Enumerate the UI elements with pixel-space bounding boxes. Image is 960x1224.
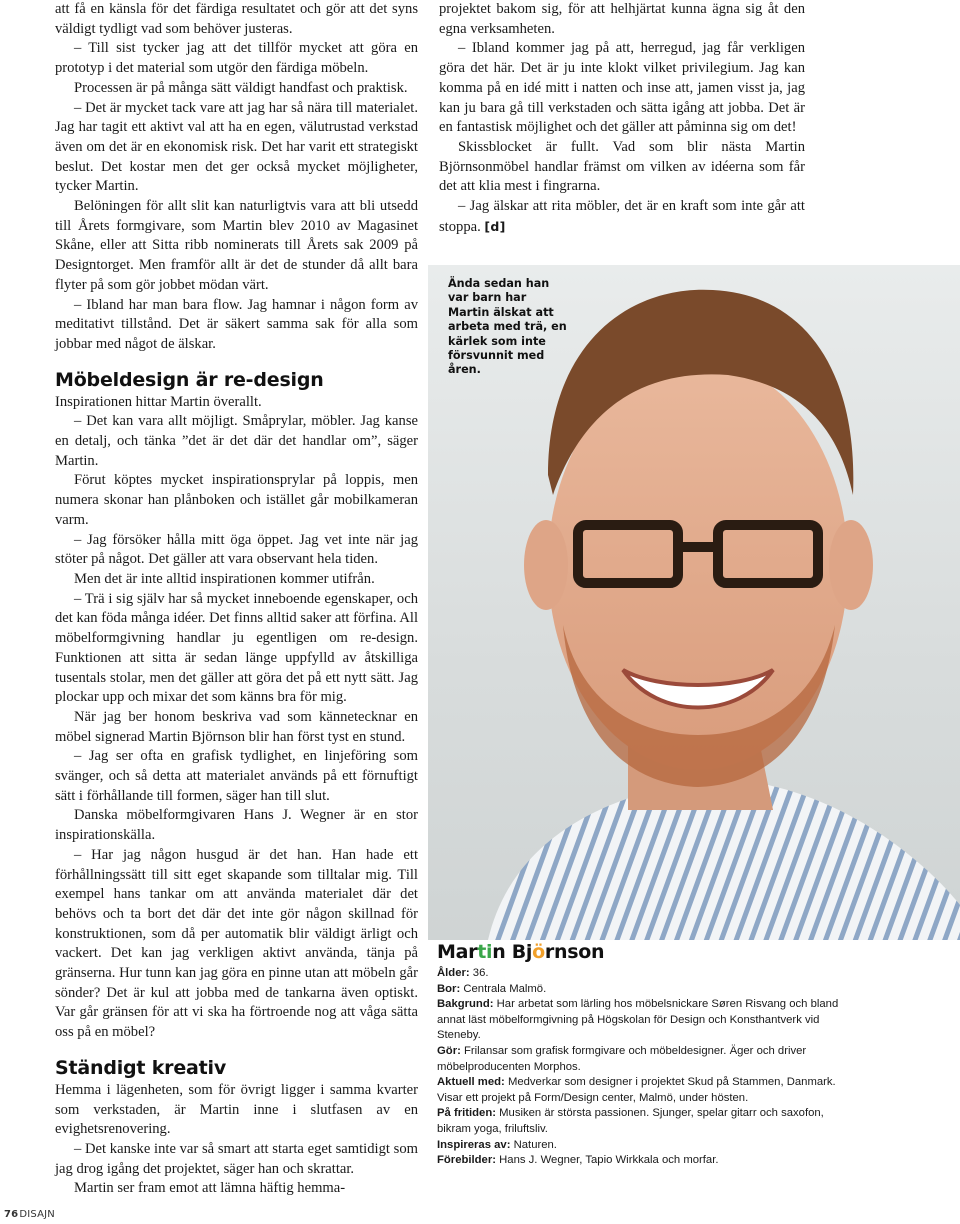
section-heading: Ständigt kreativ [55,1056,227,1079]
right-column [439,0,805,237]
photo-caption: Ända sedan han var barn har Martin älskat att arbeta med trä, en kärlek som inte försvunnit med åren. [448,277,567,377]
fact-box-name [437,940,849,964]
body-paragraph: – Till sist tycker jag att det tillför mycket att göra en prototyp i det material som utgör den färdiga möbeln. [55,40,418,77]
name-part: rnson [544,941,605,963]
fact-value: Har arbetat som lärling hos möbelsnickare Søren Risvang och bland annat läst möbelformgivning på Högskolan för Design och Konsthantverk vid Steneby. [437,998,839,1042]
body-paragraph: Processen är på många sätt väldigt handfast och praktisk. [74,79,408,96]
fact-label: Bor: [437,982,461,995]
fact-row [437,1106,849,1137]
left-column [55,0,418,1199]
fact-label: På fritiden: [437,1107,496,1120]
fact-label: Aktuell med: [437,1076,505,1089]
fact-row [437,1075,849,1106]
left-ear [524,520,568,610]
body-paragraph: Hemma i lägenheten, som för övrigt ligger i samma kvarter som verkstaden, är Martin inne i slutfasen av en evighetsrenovering. [55,1081,418,1138]
body-paragraph: – Jag ser ofta en grafisk tydlighet, en linjeföring som svänger, och så detta att materialet används på ett förnuftigt sätt i förhållande till formen, säger han till slut. [55,748,418,804]
fact-label: Gör: [437,1044,461,1057]
name-part-accent-green: ti [477,941,493,963]
body-paragraph: – Har jag någon husgud är det han. Han hade ett förhållningssätt till sitt eget skapande som tilltalar mig. Till exempel hans tankar om att använda materialet där det behövs och ta bort det där det inte gör någon skillnad för konstruktionen, som då per automatik blir väldigt ärligt och vackert. Det kan jag verkligen aktivt använda, tänja på gränserna. Hur tunn kan jag göra en pinne utan att möbeln går sönder? Det är kul att jobba med de tankarna även optiskt. Var går gränsen för att vi ska ha förtroende nog att våga sätta oss på en möbel? [55,846,418,1041]
body-paragraph: Men det är inte alltid inspirationen kommer utifrån. [74,570,375,587]
fact-label: Förebilder: [437,1154,496,1167]
body-paragraph: När jag ber honom beskriva vad som kännetecknar en möbel signerad Martin Björnson blir han först tyst en stund. [55,708,418,745]
body-paragraph: Inspirationen hittar Martin överallt. [55,393,262,410]
body-paragraph: – Trä i sig själv har så mycket inneboende egenskaper, och det kan föda många idéer. Det finns alltid saker att förfina. All möbelformgivning handlar ju egentligen om re-design. Funktionen att sitta är sedan länge uppfylld av åtskilliga tusentals stolar, men det gäller att göra det på ett nytt sätt. Jag plockar upp och mixar det som känns bra för mig. [55,590,418,706]
body-paragraph: – Det kanske inte var så smart att starta eget samtidigt som jag drog igång det projektet, säger han och skrattar. [55,1140,418,1177]
name-part: n Bj [492,941,533,963]
fact-value: 36. [472,967,489,979]
fact-row [437,997,849,1044]
name-part: Mar [437,941,478,963]
fact-value: Musiken är största passionen. Sjunger, spelar gitarr och saxofon, bikram yoga, friluftsliv. [437,1107,824,1135]
fact-value: Hans J. Wegner, Tapio Wirkkala och morfar. [499,1154,719,1167]
fact-value: Medverkar som designer i projektet Skud på Stammen, Danmark. Visar ett projekt på Form/Design center, Malmö, under hösten. [437,1076,836,1104]
body-paragraph: – Det är mycket tack vare att jag har så nära till materialet. Jag har tagit ett aktivt val att ha en egen, välutrustad verkstad även om det är en ekonomisk risk. Det har varit ett strategiskt beslut. Det kostar men det ger också mycket möjligheter, tycker Martin. [55,99,418,195]
magazine-name: DISAJN [19,1209,55,1220]
end-tag: [d] [484,218,506,234]
section-heading: Möbeldesign är re-design [55,368,324,391]
closing-quote: – Jag älskar att rita möbler, det är en kraft som inte går att stoppa. [439,198,805,235]
name-part-accent-orange: ö [532,941,545,963]
fact-row [437,1138,849,1154]
body-paragraph: – Det kan vara allt möjligt. Småprylar, möbler. Jag kanse en detalj, och tänka ”det är det där det handlar om”, säger Martin. [55,413,418,469]
body-paragraph: Belöningen för allt slit kan naturligtvis vara att bli utsedd till Årets formgivare, som Martin blev 2010 av Magasinet Skåne, eller att Sitta ribb nominerats till Årets sak 2009 på Designtorget. Men framför allt är det de stunder då allt bara flyter på som gör jobbet mödan värt. [55,198,418,293]
body-paragraph: – Jag försöker hålla mitt öga öppet. Jag vet inte när jag stöter på något. Det gäller att vara observant hela tiden. [55,531,418,568]
body-paragraph: projektet bakom sig, för att helhjärtat kunna ägna sig åt den egna verksamheten. [439,1,805,37]
fact-row [437,982,849,998]
fact-row [437,1153,849,1169]
page-folio [4,1209,55,1220]
fact-value: Centrala Malmö. [463,982,547,995]
fact-value: Naturen. [513,1138,557,1151]
page-number: 76 [4,1209,19,1220]
body-paragraph: Skissblocket är fullt. Vad som blir nästa Martin Björnsonmöbel handlar främst om vilken av idéerna som får det att klia mest i fingrarna. [439,138,805,195]
body-paragraph: – Ibland kommer jag på att, herregud, jag får verkligen göra det här. Det är ju inte klokt vilket privilegium. Jag kan komma på en idé mitt i natten och inse att, jamen visst ja, jag kan ju bara gå till verkstaden och sätta igång att jobba. Det är en fantastisk möjlighet och det gäller att påminna sig om det! [439,40,805,136]
fact-box [437,940,849,1169]
fact-row [437,1044,849,1075]
right-ear [829,520,873,610]
fact-label: Bakgrund: [437,998,494,1011]
body-paragraph: Danska möbelformgivaren Hans J. Wegner är en stor inspirationskälla. [55,807,418,844]
body-paragraph: Martin ser fram emot att lämna häftig hemma- [74,1180,346,1197]
body-paragraph: att få en känsla för det färdiga resultatet och gör att det syns väldigt tydligt vad som behöver justeras. [55,1,418,37]
body-paragraph [439,197,805,237]
fact-value: Frilansar som grafisk formgivare och möbeldesigner. Äger och driver möbelproducenten Morphos. [437,1044,807,1073]
fact-label: Ålder: [437,967,470,979]
fact-label: Inspireras av: [437,1138,511,1151]
body-paragraph: – Ibland har man bara flow. Jag hamnar i någon form av meditativt tillstånd. Det är säkert samma sak för alla som jobbar med något de älskar. [55,296,418,352]
fact-row [437,966,849,982]
body-paragraph: Förut köptes mycket inspirationsprylar på loppis, men numera skonar han plånboken och istället går mobilkameran varm. [55,472,418,528]
